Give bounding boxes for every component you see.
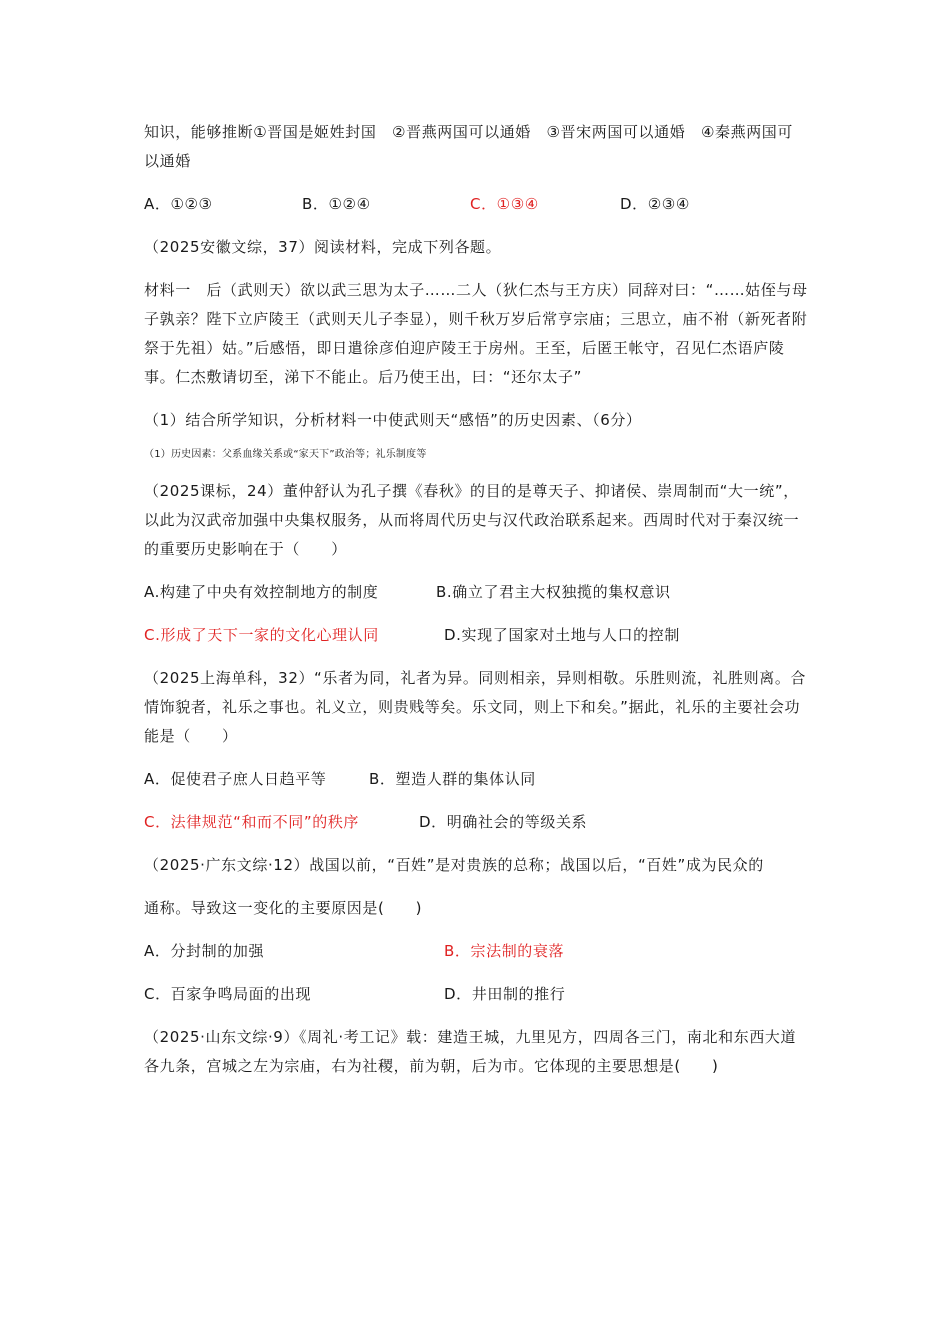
question-5-options-row-1 bbox=[144, 937, 808, 966]
option-c-answer: C．法律规范“和而不同”的秩序 bbox=[144, 813, 360, 831]
document-page bbox=[144, 118, 808, 1081]
question-2-prompt: （1）结合所学知识，分析材料一中使武则天“感悟”的历史因素、（6分） bbox=[144, 411, 642, 429]
question-4-options-row-2 bbox=[144, 808, 808, 837]
option-a: A．①②③ bbox=[144, 195, 213, 213]
question-4-options-row-1 bbox=[144, 765, 808, 794]
option-a: A．促使君子庶人日趋平等 bbox=[144, 770, 327, 788]
option-b: B．①②④ bbox=[302, 195, 371, 213]
question-3-text: （2025课标，24）董仲舒认为孔子撰《春秋》的目的是尊天子、抑诸侯、崇周制而“大一统”，以此为汉武帝加强中央集权服务，从而将周代历史与汉代政治联系起来。西周时代对于秦汉统一的重要历史影响在于（ ） bbox=[144, 482, 800, 558]
option-d: D．②③④ bbox=[620, 195, 690, 213]
option-a: A.构建了中央有效控制地方的制度 bbox=[144, 583, 379, 601]
question-3-options-row-2 bbox=[144, 621, 808, 650]
question-2-answer: （1）历史因素：父系血缘关系或“家天下”政治等；礼乐制度等 bbox=[144, 449, 427, 460]
option-c-answer: C．①③④ bbox=[470, 195, 539, 213]
option-a: A．分封制的加强 bbox=[144, 942, 265, 960]
question-2-source: （2025安徽文综，37）阅读材料，完成下列各题。 bbox=[144, 238, 502, 256]
option-b: B．塑造人群的集体认同 bbox=[369, 770, 536, 788]
option-b-answer: B．宗法制的衰落 bbox=[444, 942, 565, 960]
option-c: C．百家争鸣局面的出现 bbox=[144, 985, 312, 1003]
question-5-options-row-2 bbox=[144, 980, 808, 1009]
question-5-text: （2025·广东文综·12）战国以前，“百姓”是对贵族的总称；战国以后，“百姓”成为民众的 bbox=[144, 856, 764, 874]
option-d: D．明确社会的等级关系 bbox=[419, 813, 588, 831]
option-b: B.确立了君主大权独揽的集权意识 bbox=[436, 583, 671, 601]
question-4-text: （2025上海单科，32）“乐者为同，礼者为异。同则相亲，异则相敬。乐胜则流，礼胜则离。合情饰貌者，礼乐之事也。礼义立，则贵贱等矣。乐文同，则上下和矣。”据此，礼乐的主要社会功能是（ ） bbox=[144, 669, 807, 745]
option-d: D.实现了国家对土地与人口的控制 bbox=[444, 626, 680, 644]
question-6-text: （2025·山东文综·9）《周礼·考工记》载：建造王城，九里见方，四周各三门，南北和东西大道各九条，宫城之左为宗庙，右为社稷，前为朝，后为市。它体现的主要思想是( ) bbox=[144, 1028, 797, 1075]
option-c-answer: C.形成了天下一家的文化心理认同 bbox=[144, 626, 379, 644]
question-3-options-row-1 bbox=[144, 578, 808, 607]
question-5-text-continued: 通称。导致这一变化的主要原因是( ) bbox=[144, 899, 423, 917]
question-2-material: 材料一 后（武则天）欲以武三思为太子……二人（狄仁杰与王方庆）同辞对曰：“……姑侄与母子孰亲？陛下立庐陵王（武则天儿子李显），则千秋万岁后常亨宗庙；三思立，庙不祔（新死者附祭于先祖）姑。”后感悟，即日遣徐彦伯迎庐陵王于房州。王至，后匿王帐守，召见仁杰语庐陵事。仁杰敷请切至，涕下不能止。后乃使王出，曰：“还尔太子” bbox=[144, 281, 808, 386]
option-d: D．井田制的推行 bbox=[444, 985, 566, 1003]
question-1-text: 知识，能够推断①晋国是姬姓封国 ②晋燕两国可以通婚 ③晋宋两国可以通婚 ④秦燕两国可以通婚 bbox=[144, 123, 793, 170]
question-1-options bbox=[144, 190, 808, 219]
